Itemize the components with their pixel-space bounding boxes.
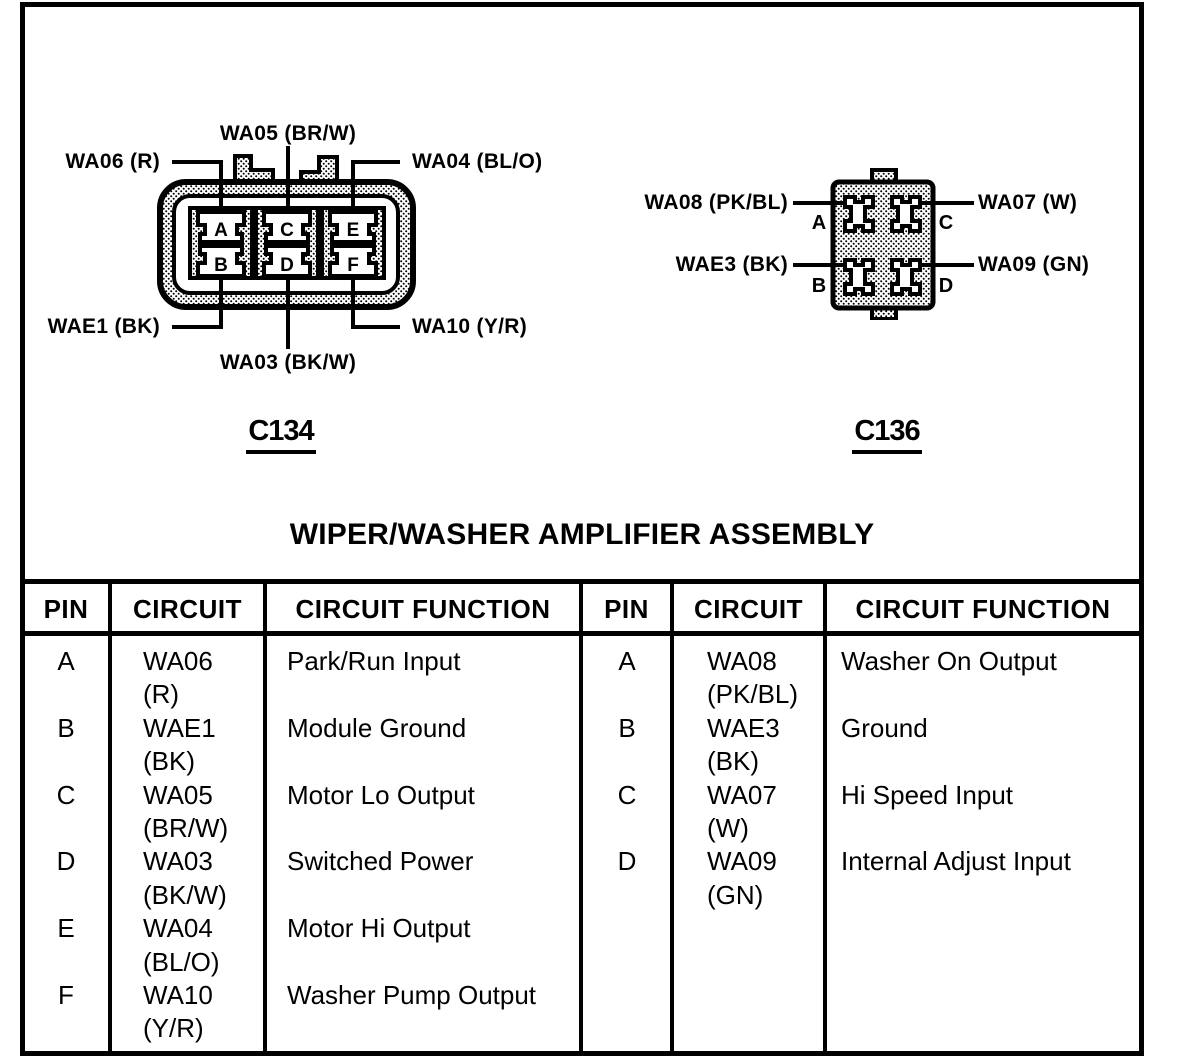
c134-wire-label-wa10: WA10 (Y/R) <box>412 315 528 338</box>
header-pin-right: PIN <box>604 594 649 624</box>
circuit-code: WA03 <box>143 846 213 877</box>
table-row <box>24 979 578 1046</box>
pin-cell: A <box>618 646 636 676</box>
c134-pin-letter-c: C <box>280 220 294 241</box>
table-row <box>584 645 1139 712</box>
function-cell: Internal Adjust Input <box>841 846 1071 877</box>
circuit-code: WAE3 <box>707 712 780 743</box>
pin-cell: D <box>56 846 76 877</box>
c136-pin-letter-b: B <box>811 275 827 297</box>
connector-c136-drawing <box>790 165 980 320</box>
function-cell: Washer On Output <box>841 646 1057 676</box>
pin-cell: C <box>617 779 637 810</box>
circuit-cell <box>670 645 825 712</box>
circuit-code: WA07 <box>707 779 777 810</box>
assembly-title: WIPER/WASHER AMPLIFIER ASSEMBLY <box>289 518 875 551</box>
circuit-color: (BK/W) <box>143 879 227 910</box>
circuit-code: WA09 <box>707 846 777 877</box>
circuit-color: (GN) <box>707 879 764 910</box>
circuit-cell <box>670 712 825 779</box>
circuit-color: (Y/R) <box>143 1013 204 1044</box>
header-function-right: CIRCUIT FUNCTION <box>855 594 1111 624</box>
circuit-cell <box>670 845 825 912</box>
c134-pin-letter-f: F <box>347 255 359 276</box>
table-row <box>584 779 1139 846</box>
circuit-cell <box>108 979 265 1046</box>
circuit-cell <box>108 912 265 979</box>
c136-pin-letter-d: D <box>938 275 954 297</box>
function-cell: Washer Pump Output <box>287 979 537 1010</box>
circuit-color: (PK/BL) <box>707 679 799 710</box>
function-cell: Switched Power <box>287 846 474 877</box>
circuit-cell <box>108 779 265 846</box>
connector-c134-drawing <box>150 140 425 375</box>
circuit-code: WA05 <box>143 779 213 810</box>
circuit-cell <box>670 779 825 846</box>
c134-pin-letter-e: E <box>346 220 360 241</box>
c136-wire-label-wa09: WA09 (GN) <box>978 253 1090 276</box>
c134-wire-label-wa04: WA04 (BL/O) <box>412 150 543 173</box>
circuit-cell <box>108 645 265 712</box>
function-cell: Motor Hi Output <box>287 913 471 944</box>
c136-pinout-table <box>584 645 1139 912</box>
connector-name-c136: C136 <box>852 416 922 454</box>
circuit-code: WA04 <box>143 913 213 944</box>
circuit-code: WAE1 <box>143 712 216 743</box>
c136-pin-letter-c: C <box>938 212 954 234</box>
table-row <box>584 845 1139 912</box>
pin-cell: B <box>57 712 75 743</box>
connector-name-c134: C134 <box>246 416 316 454</box>
table-divider-middle <box>579 579 583 1052</box>
c134-pin-letter-d: D <box>280 255 294 276</box>
circuit-code: WA10 <box>143 979 213 1010</box>
c134-wire-label-wa05: WA05 (BR/W) <box>219 122 357 145</box>
circuit-cell <box>108 712 265 779</box>
function-cell: Hi Speed Input <box>841 779 1014 810</box>
table-row <box>24 912 578 979</box>
c136-pin-letter-a: A <box>811 212 827 234</box>
circuit-color: (BL/O) <box>143 946 220 977</box>
c134-pinout-table <box>24 645 578 1046</box>
header-function-left: CIRCUIT FUNCTION <box>295 594 551 624</box>
circuit-color: (BR/W) <box>143 813 229 843</box>
pin-cell: E <box>57 913 75 944</box>
function-cell: Park/Run Input <box>287 646 461 676</box>
table-row <box>24 845 578 912</box>
c134-pin-letter-b: B <box>214 255 228 276</box>
circuit-color: (BK) <box>707 746 759 777</box>
table-row <box>584 712 1139 779</box>
circuit-color: (BK) <box>143 746 195 777</box>
function-cell: Motor Lo Output <box>287 779 475 810</box>
header-circuit-left: CIRCUIT <box>133 594 242 624</box>
circuit-color: (R) <box>143 679 180 710</box>
header-circuit-right: CIRCUIT <box>694 594 803 624</box>
c136-wire-label-wae3: WAE3 (BK) <box>675 253 788 276</box>
table-row <box>24 645 578 712</box>
function-cell: Module Ground <box>287 712 467 743</box>
c134-wire-label-wa06: WA06 (R) <box>65 150 160 173</box>
c134-wire-label-wae1: WAE1 (BK) <box>47 315 160 338</box>
pin-cell: B <box>618 712 636 743</box>
pin-cell: D <box>617 846 637 877</box>
function-cell: Ground <box>841 712 928 743</box>
c136-wire-label-wa08: WA08 (PK/BL) <box>644 191 788 214</box>
table-row <box>24 779 578 846</box>
c134-index-tab-left <box>235 156 273 183</box>
circuit-code: WA06 <box>143 646 213 676</box>
circuit-color: (W) <box>707 813 749 843</box>
c136-wire-label-wa07: WA07 (W) <box>978 191 1078 214</box>
table-row <box>24 712 578 779</box>
circuit-code: WA08 <box>707 646 777 676</box>
header-pin-left: PIN <box>43 594 89 624</box>
c134-pin-letter-a: A <box>214 220 228 241</box>
pin-cell: A <box>57 646 75 676</box>
circuit-cell <box>108 845 265 912</box>
c134-wire-label-wa03: WA03 (BK/W) <box>219 351 357 374</box>
pin-cell: C <box>56 779 76 810</box>
pin-cell: F <box>58 979 74 1010</box>
